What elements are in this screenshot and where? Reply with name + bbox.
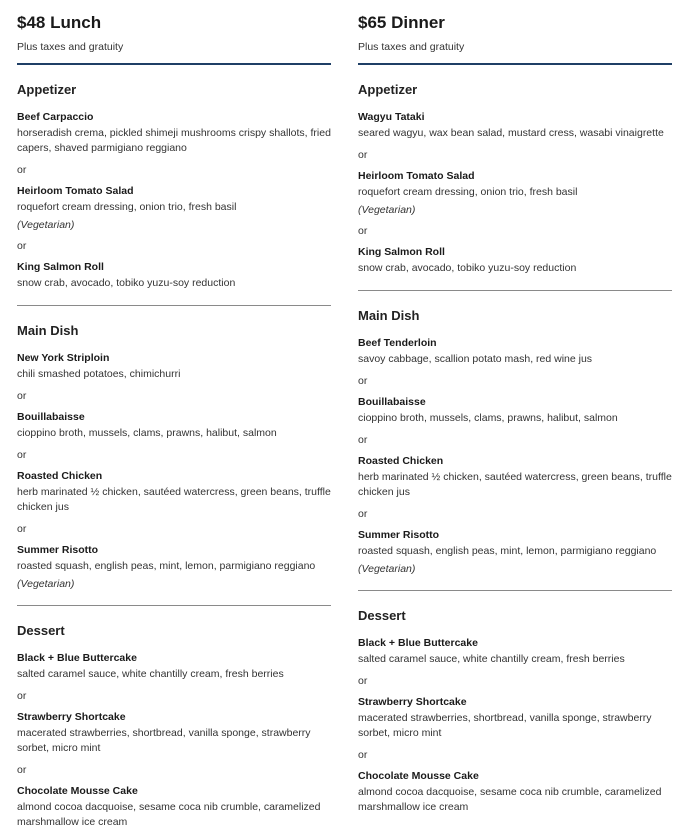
dish-name: Wagyu Tataki xyxy=(358,111,425,123)
section-divider xyxy=(358,290,672,291)
dish-description: cioppino broth, mussels, clams, prawns, halibut, salmon xyxy=(358,412,618,424)
or-separator: or xyxy=(358,675,368,687)
dish-name: Black + Blue Buttercake xyxy=(358,637,478,649)
lunch-menu-column xyxy=(17,12,331,830)
dish-description: snow crab, avocado, tobiko yuzu-soy reduction xyxy=(17,277,236,289)
dish-item xyxy=(358,169,672,217)
or-separator: or xyxy=(358,225,368,237)
or-separator: or xyxy=(358,434,368,446)
dish-item xyxy=(17,784,331,830)
dish-description: almond cocoa dacquoise, sesame coca nib crumble, caramelized marshmallow ice cream xyxy=(17,801,321,828)
title-divider xyxy=(358,63,672,65)
dish-item xyxy=(17,710,331,756)
dish-name: King Salmon Roll xyxy=(358,246,445,258)
dish-description: roquefort cream dressing, onion trio, fresh basil xyxy=(358,186,578,198)
dish-item xyxy=(358,454,672,500)
or-separator: or xyxy=(17,449,27,461)
dish-item xyxy=(358,636,672,667)
dish-note: (Vegetarian) xyxy=(17,219,75,231)
section-dessert xyxy=(17,623,331,830)
dish-name: Strawberry Shortcake xyxy=(358,696,467,708)
dish-description: macerated strawberries, shortbread, vanilla sponge, strawberry sorbet, micro mint xyxy=(358,712,652,739)
or-separator: or xyxy=(358,508,368,520)
dish-note: (Vegetarian) xyxy=(358,204,416,216)
section-divider xyxy=(358,590,672,591)
dish-name: Summer Risotto xyxy=(17,544,99,556)
dish-description: seared wagyu, wax bean salad, mustard cress, wasabi vinaigrette xyxy=(358,127,664,139)
dish-name: Roasted Chicken xyxy=(358,455,444,467)
or-separator: or xyxy=(358,149,368,161)
dish-name: Chocolate Mousse Cake xyxy=(17,785,138,797)
section-title: Appetizer xyxy=(17,82,77,97)
section-title: Appetizer xyxy=(358,82,418,97)
section-title: Main Dish xyxy=(17,323,79,338)
dish-item xyxy=(358,528,672,576)
dish-name: Roasted Chicken xyxy=(17,470,103,482)
section-divider xyxy=(17,605,331,606)
dish-item xyxy=(358,336,672,367)
dish-description: cioppino broth, mussels, clams, prawns, halibut, salmon xyxy=(17,427,277,439)
section-main-dish xyxy=(17,323,331,606)
or-separator: or xyxy=(358,375,368,387)
dish-description: roasted squash, english peas, mint, lemon, parmigiano reggiano xyxy=(17,560,316,572)
dish-name: Chocolate Mousse Cake xyxy=(358,770,479,782)
dish-description: horseradish crema, pickled shimeji mushrooms crispy shallots, fried capers, shaved parmigiano reggiano xyxy=(17,127,331,154)
section-divider xyxy=(17,305,331,306)
dish-name: Beef Tenderloin xyxy=(358,337,437,349)
section-title: Main Dish xyxy=(358,308,420,323)
dish-item xyxy=(17,469,331,515)
dish-note: (Vegetarian) xyxy=(358,563,416,575)
section-dessert xyxy=(358,608,672,815)
dish-item xyxy=(17,110,331,156)
or-separator: or xyxy=(17,764,27,776)
dish-name: Strawberry Shortcake xyxy=(17,711,126,723)
dish-item xyxy=(17,651,331,682)
or-separator: or xyxy=(17,390,27,402)
dish-description: herb marinated ½ chicken, sautéed watercress, green beans, truffle chicken jus xyxy=(17,486,331,513)
dish-item xyxy=(358,245,672,276)
dish-note: (Vegetarian) xyxy=(17,578,75,590)
dish-description: roasted squash, english peas, mint, lemon, parmigiano reggiano xyxy=(358,545,657,557)
dish-item xyxy=(17,410,331,441)
dish-item xyxy=(358,769,672,815)
dish-description: herb marinated ½ chicken, sautéed watercress, green beans, truffle chicken jus xyxy=(358,471,672,498)
section-appetizer xyxy=(17,82,331,306)
dish-name: Bouillabaisse xyxy=(17,411,85,423)
section-appetizer xyxy=(358,82,672,291)
or-separator: or xyxy=(17,523,27,535)
dish-item xyxy=(358,395,672,426)
dish-name: New York Striploin xyxy=(17,352,110,364)
dish-description: roquefort cream dressing, onion trio, fresh basil xyxy=(17,201,237,213)
or-separator: or xyxy=(17,240,27,252)
menu-subtitle: Plus taxes and gratuity xyxy=(17,41,124,53)
dish-name: King Salmon Roll xyxy=(17,261,104,273)
dish-description: salted caramel sauce, white chantilly cream, fresh berries xyxy=(358,653,625,665)
dish-item xyxy=(17,351,331,382)
dish-description: almond cocoa dacquoise, sesame coca nib crumble, caramelized marshmallow ice cream xyxy=(358,786,662,813)
dish-item xyxy=(358,695,672,741)
dish-item xyxy=(17,260,331,291)
dish-name: Black + Blue Buttercake xyxy=(17,652,137,664)
title-divider xyxy=(17,63,331,65)
or-separator: or xyxy=(17,164,27,176)
dish-item xyxy=(358,110,672,141)
dish-description: macerated strawberries, shortbread, vanilla sponge, strawberry sorbet, micro mint xyxy=(17,727,311,754)
dish-description: savoy cabbage, scallion potato mash, red wine jus xyxy=(358,353,593,365)
section-title: Dessert xyxy=(358,608,406,623)
dish-item xyxy=(17,184,331,232)
dish-name: Heirloom Tomato Salad xyxy=(17,185,134,197)
dish-description: snow crab, avocado, tobiko yuzu-soy reduction xyxy=(358,262,577,274)
dish-name: Bouillabaisse xyxy=(358,396,426,408)
dish-name: Beef Carpaccio xyxy=(17,111,94,123)
dish-description: chili smashed potatoes, chimichurri xyxy=(17,368,181,380)
dish-name: Heirloom Tomato Salad xyxy=(358,170,475,182)
menu-title: $65 Dinner xyxy=(358,13,445,32)
section-main-dish xyxy=(358,308,672,591)
dish-item xyxy=(17,543,331,591)
or-separator: or xyxy=(358,749,368,761)
section-title: Dessert xyxy=(17,623,65,638)
menu-subtitle: Plus taxes and gratuity xyxy=(358,41,465,53)
dinner-menu-column xyxy=(358,12,672,815)
or-separator: or xyxy=(17,690,27,702)
menu-title: $48 Lunch xyxy=(17,13,102,32)
dish-description: salted caramel sauce, white chantilly cream, fresh berries xyxy=(17,668,284,680)
dish-name: Summer Risotto xyxy=(358,529,440,541)
